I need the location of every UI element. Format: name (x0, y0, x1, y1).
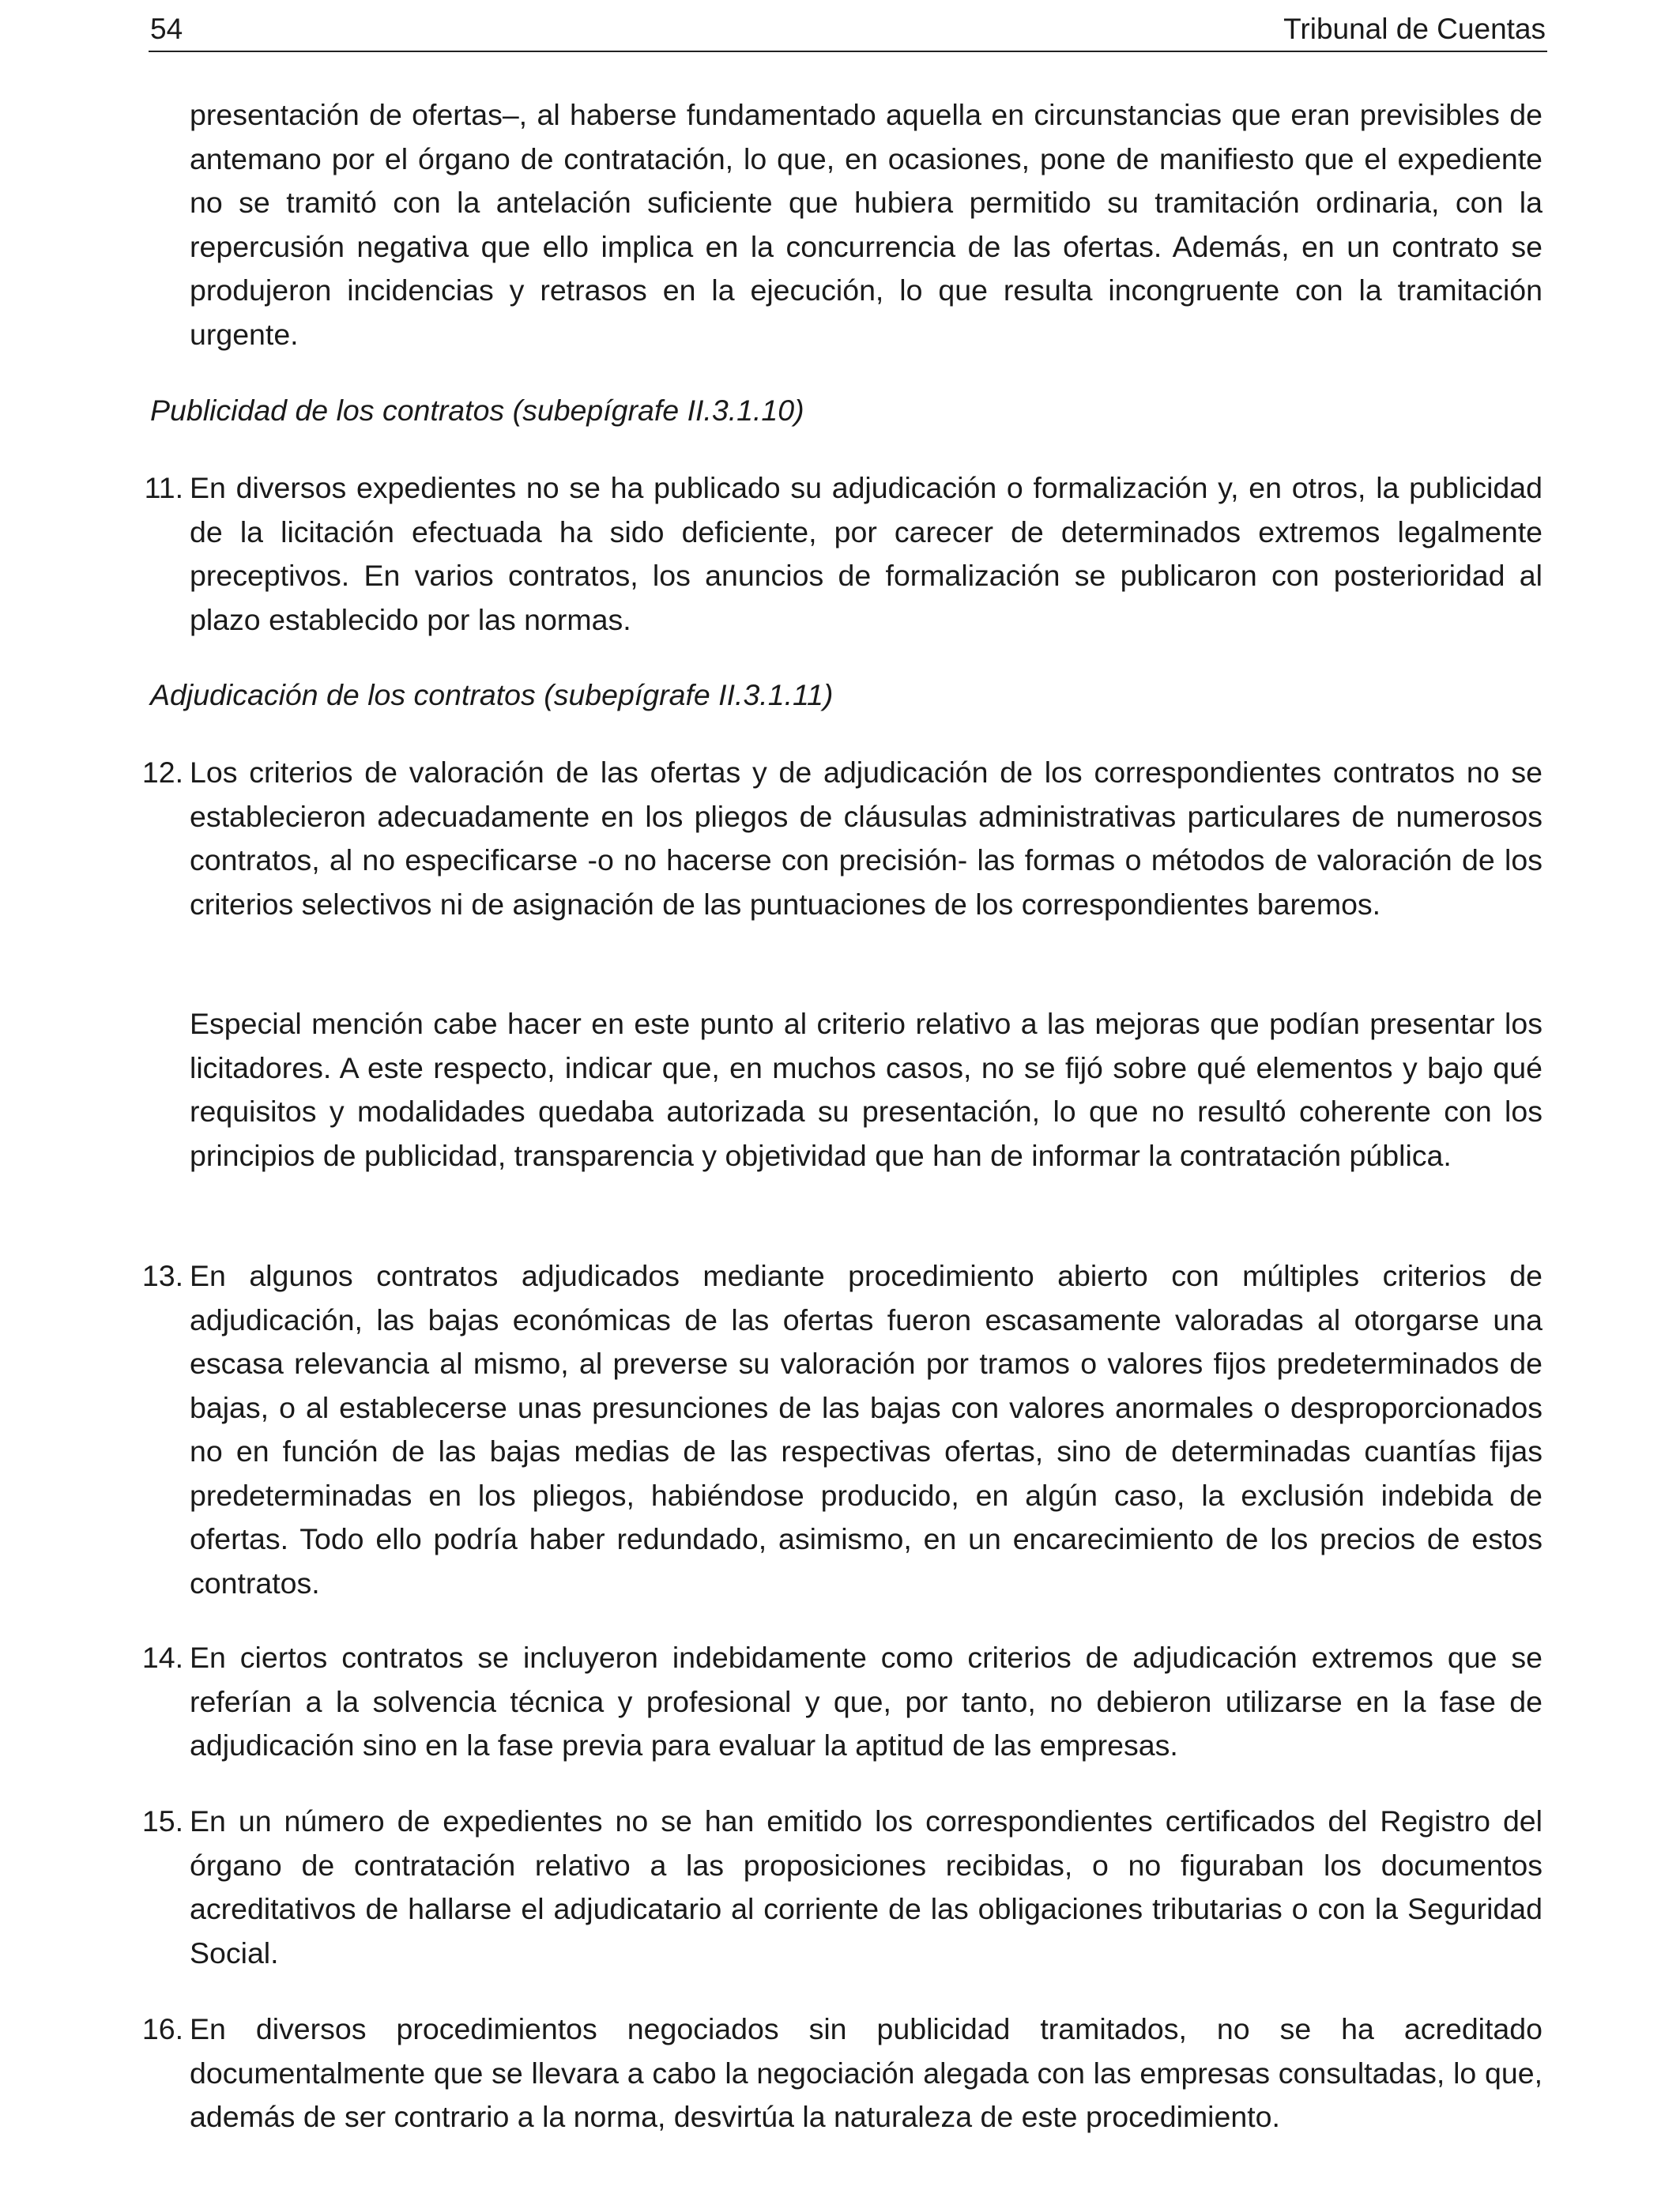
item-text: En algunos contratos adjudicados mediante procedimiento abierto con múltiples criterios de adjudicación, las bajas económicas de las ofertas fueron escasamente valoradas al otorgarse una escasa relevancia al mismo, al preverse su valoración por tramos o valores fijos predeterminados de bajas, o al establecerse unas presunciones de las bajas con valores anormales o desproporcionados no en función de las bajas medias de las respectivas ofertas, sino de determinadas cuantías fijas predeterminadas en los pliegos, habiéndose producido, en algún caso, la exclusión indebida de ofertas. Todo ello podría haber redundado, asimismo, en un encarecimiento de los precios de estos contratos. (190, 1259, 1543, 1600)
item-number: 15. (141, 1804, 183, 1838)
page-header (149, 11, 1547, 52)
section-heading-publicidad: Publicidad de los contratos (subepígrafe II.3.1.10) (150, 394, 804, 427)
intro-paragraph: presentación de ofertas–, al haberse fundamentado aquella en circunstancias que eran previsibles de antemano por el órgano de contratación, lo que, en ocasiones, pone de manifiesto que el expediente no se tramitó con la antelación suficiente que hubiera permitido su tramitación ordinaria, con la repercusión negativa que ello implica en la concurrencia de las ofertas. Además, en un contrato se produjeron incidencias y retrasos en la ejecución, lo que resulta incongruente con la tramitación urgente. (190, 98, 1543, 351)
item-text: Los criterios de valoración de las ofertas y de adjudicación de los correspondientes contratos no se establecieron adecuadamente en los pliegos de cláusulas administrativas particulares de numerosos contratos, al no especificarse -o no hacerse con precisión- las formas o métodos de valoración de los criterios selectivos ni de asignación de las puntuaciones de los correspondientes baremos. (190, 756, 1543, 921)
item-number: 13. (141, 1259, 183, 1292)
item-number: 12. (141, 756, 183, 789)
item-number: 14. (141, 1641, 183, 1674)
item-continuation: Especial mención cabe hacer en este punto al criterio relativo a las mejoras que podían presentar los licitadores. A este respecto, indicar que, en muchos casos, no se fijó sobre qué elementos y bajo qué requisitos y modalidades quedaba autorizada su presentación, lo que no resultó coherente con los principios de publicidad, transparencia y objetividad que han de informar la contratación pública. (190, 1007, 1543, 1172)
section-heading-adjudicacion: Adjudicación de los contratos (subepígrafe II.3.1.11) (150, 678, 834, 711)
header-organization: Tribunal de Cuentas (1283, 13, 1546, 45)
item-text: En diversos procedimientos negociados sin publicidad tramitados, no se ha acreditado documentalmente que se llevara a cabo la negociación alegada con las empresas consultadas, lo que, además de ser contrario a la norma, desvirtúa la naturaleza de este procedimiento. (190, 2012, 1543, 2133)
item-text: En diversos expedientes no se ha publicado su adjudicación o formalización y, en otros, la publicidad de la licitación efectuada ha sido deficiente, por carecer de determinados extremos legalmente preceptivos. En varios contratos, los anuncios de formalización se publicaron con posterioridad al plazo establecido por las normas. (190, 471, 1543, 636)
item-text: En ciertos contratos se incluyeron indebidamente como criterios de adjudicación extremos que se referían a la solvencia técnica y profesional y que, por tanto, no debieron utilizarse en la fase de adjudicación sino en la fase previa para evaluar la aptitud de las empresas. (190, 1641, 1543, 1762)
item-text: En un número de expedientes no se han emitido los correspondientes certificados del Registro del órgano de contratación relativo a las proposiciones recibidas, o no figuraban los documentos acreditativos de hallarse el adjudicatario al corriente de las obligaciones tributarias o con la Seguridad Social. (190, 1804, 1543, 1970)
item-number: 16. (141, 2012, 183, 2045)
page-number: 54 (150, 13, 183, 45)
item-number: 11. (144, 471, 183, 504)
